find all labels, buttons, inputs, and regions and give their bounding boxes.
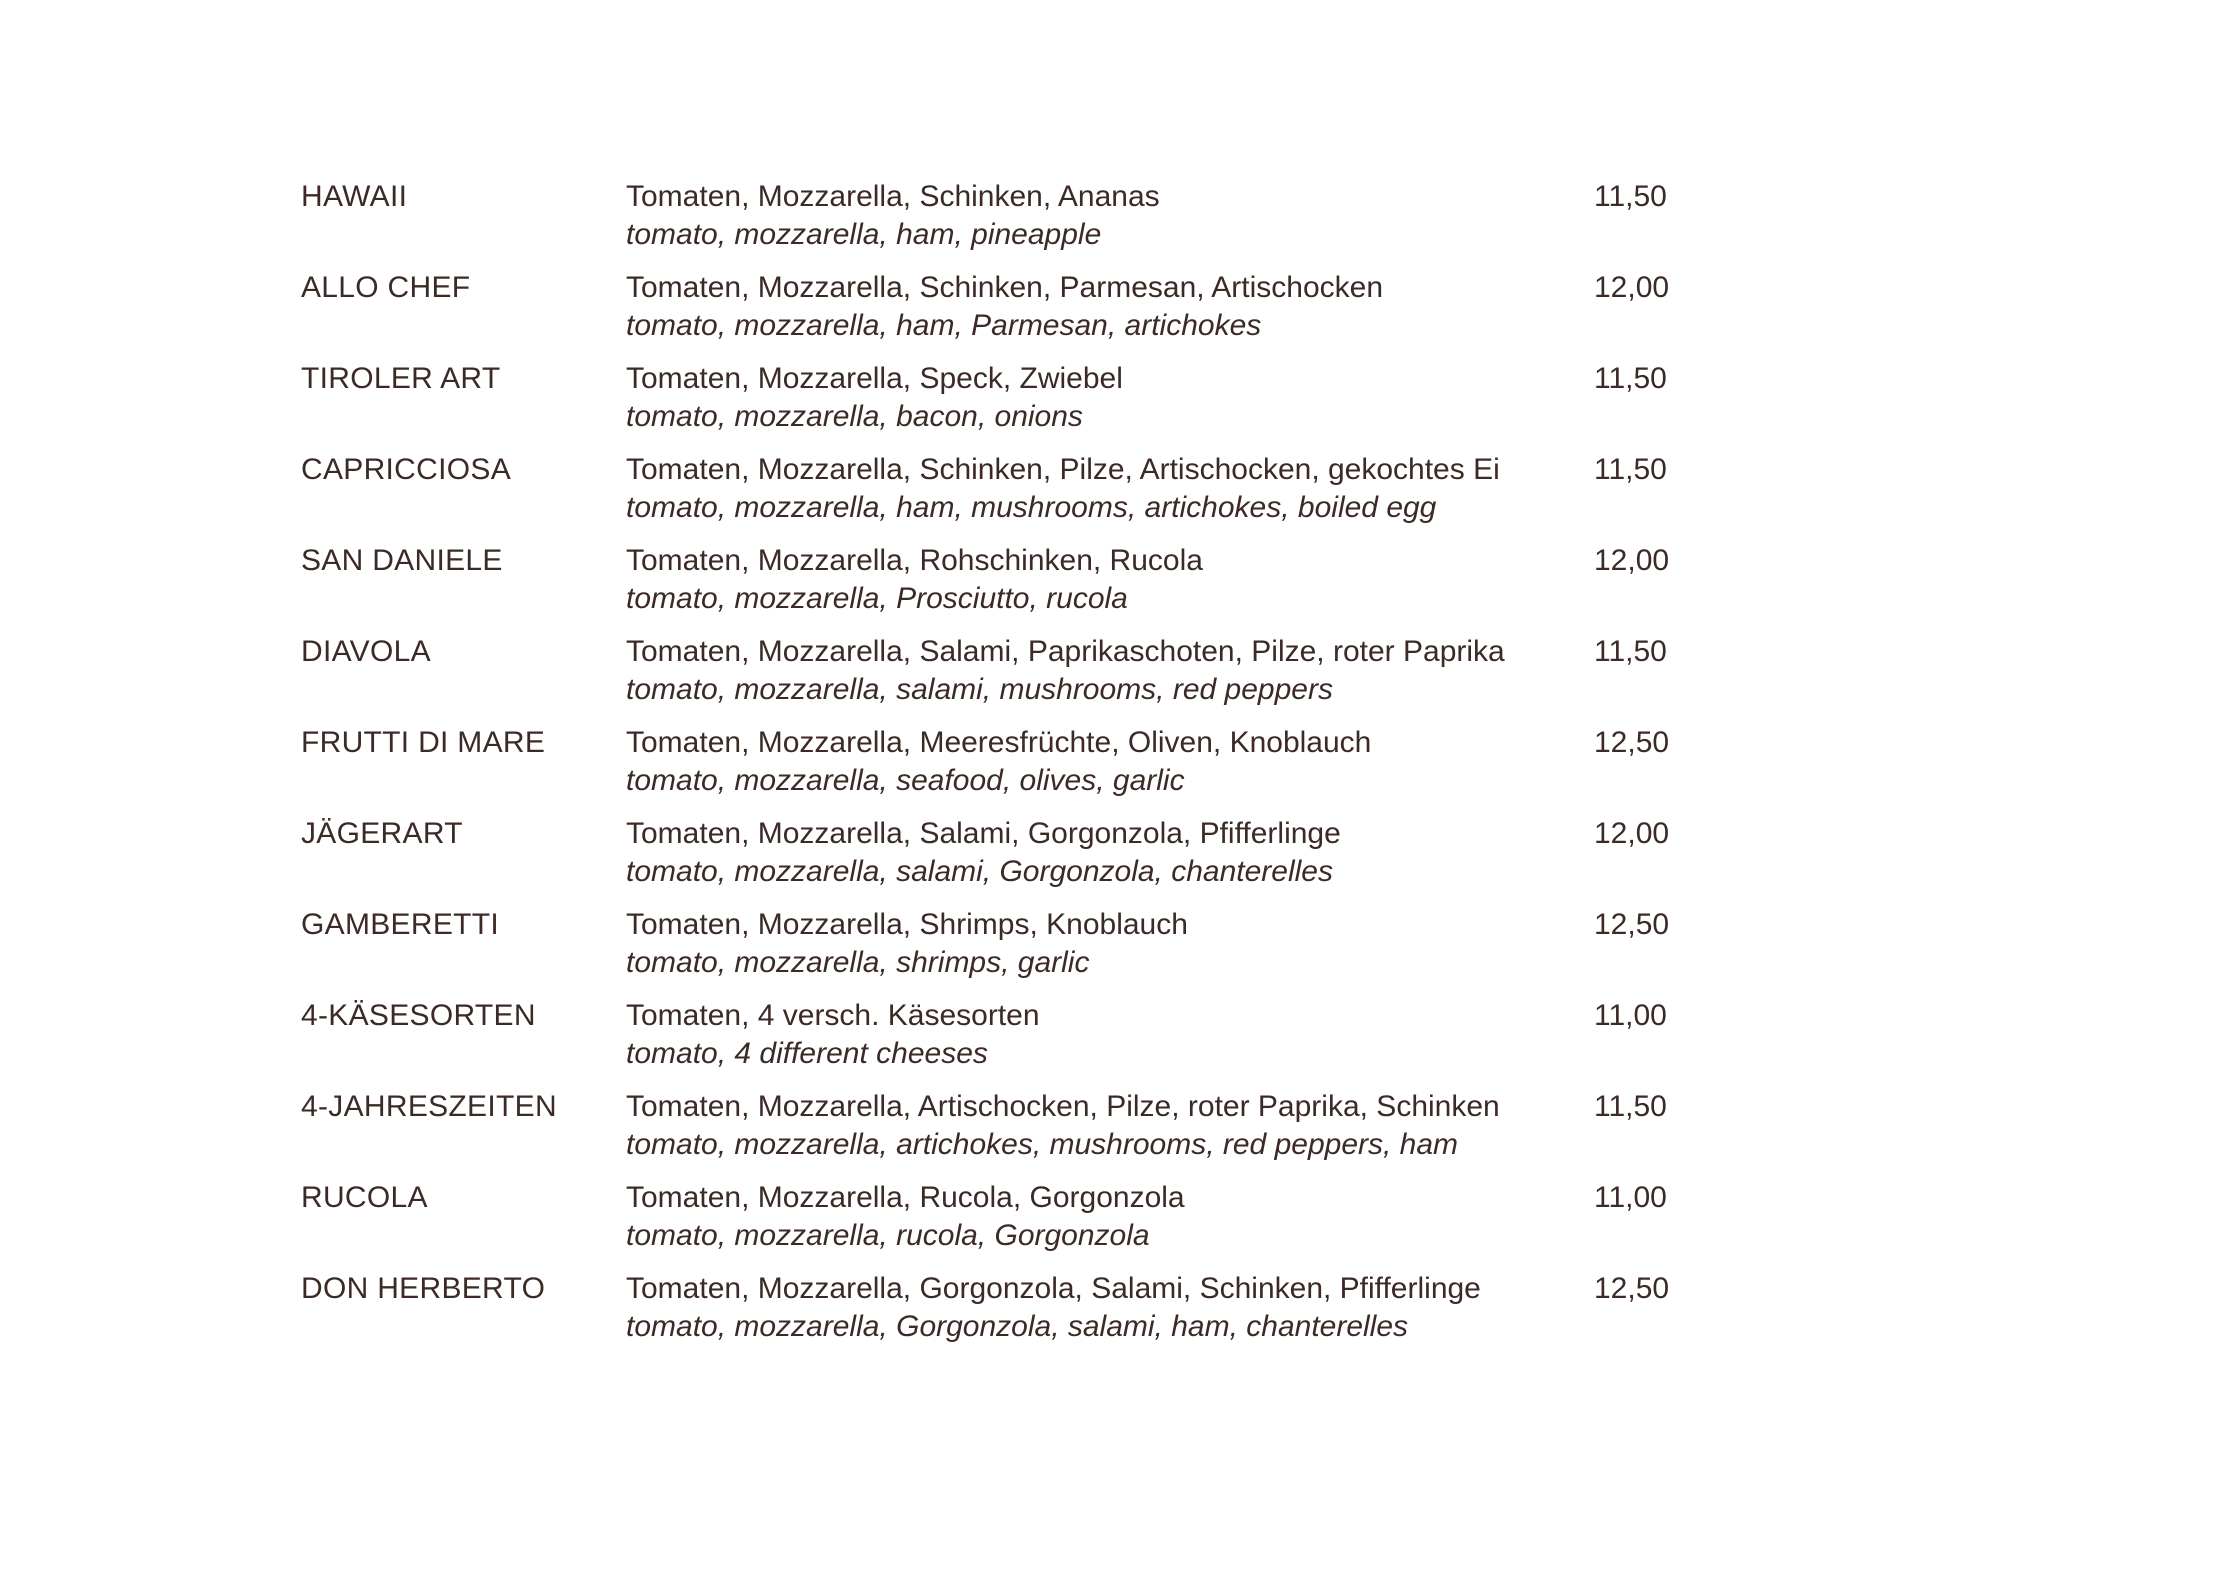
item-name: SAN DANIELE xyxy=(301,544,503,577)
item-ingredients-german: Tomaten, Mozzarella, Salami, Gorgonzola, Pfifferlinge xyxy=(626,817,1341,850)
item-ingredients-german: Tomaten, Mozzarella, Schinken, Parmesan, Artischocken xyxy=(626,271,1384,304)
item-ingredients-german: Tomaten, Mozzarella, Meeresfrüchte, Oliven, Knoblauch xyxy=(626,726,1372,759)
item-description xyxy=(626,178,1160,254)
item-ingredients-english: tomato, mozzarella, ham, Parmesan, artichokes xyxy=(626,309,1262,342)
item-name: ALLO CHEF xyxy=(301,271,471,304)
item-description xyxy=(626,360,1123,436)
item-ingredients-german: Tomaten, 4 versch. Käsesorten xyxy=(626,999,1040,1032)
menu-item-gamberetti xyxy=(301,906,1701,997)
item-name: TIROLER ART xyxy=(301,362,501,395)
item-ingredients-english: tomato, mozzarella, Prosciutto, rucola xyxy=(626,582,1128,615)
item-name: GAMBERETTI xyxy=(301,908,500,941)
item-ingredients-german: Tomaten, Mozzarella, Rohschinken, Rucola xyxy=(626,544,1203,577)
item-ingredients-english: tomato, 4 different cheeses xyxy=(626,1037,988,1070)
item-price: 12,00 xyxy=(1594,271,1670,304)
item-price: 12,50 xyxy=(1594,908,1670,941)
item-description xyxy=(626,451,1500,527)
item-price: 11,50 xyxy=(1594,362,1667,395)
item-description xyxy=(626,724,1371,800)
menu-item-4-kaesesorten xyxy=(301,997,1701,1088)
item-ingredients-english: tomato, mozzarella, artichokes, mushrooms, red peppers, ham xyxy=(626,1128,1459,1161)
item-ingredients-german: Tomaten, Mozzarella, Salami, Paprikaschoten, Pilze, roter Paprika xyxy=(626,635,1505,668)
item-description xyxy=(626,906,1188,982)
menu-item-san-daniele xyxy=(301,542,1701,633)
item-description xyxy=(626,633,1505,709)
item-price: 11,50 xyxy=(1594,453,1667,486)
item-price: 11,50 xyxy=(1594,635,1667,668)
menu-item-rucola xyxy=(301,1179,1701,1270)
item-price: 12,50 xyxy=(1594,726,1670,759)
item-ingredients-english: tomato, mozzarella, rucola, Gorgonzola xyxy=(626,1219,1150,1252)
item-description xyxy=(626,1270,1481,1346)
item-ingredients-english: tomato, mozzarella, salami, mushrooms, red peppers xyxy=(626,673,1333,706)
item-ingredients-german: Tomaten, Mozzarella, Artischocken, Pilze, roter Paprika, Schinken xyxy=(626,1090,1500,1123)
item-price: 11,50 xyxy=(1594,1090,1667,1123)
item-ingredients-english: tomato, mozzarella, salami, Gorgonzola, chanterelles xyxy=(626,855,1333,888)
item-ingredients-german: Tomaten, Mozzarella, Schinken, Pilze, Artischocken, gekochtes Ei xyxy=(626,453,1500,486)
item-ingredients-german: Tomaten, Mozzarella, Rucola, Gorgonzola xyxy=(626,1181,1185,1214)
menu-item-don-herberto xyxy=(301,1270,1701,1361)
item-description xyxy=(626,269,1383,345)
item-ingredients-english: tomato, mozzarella, Gorgonzola, salami, ham, chanterelles xyxy=(626,1310,1409,1343)
menu-item-diavola xyxy=(301,633,1701,724)
item-description xyxy=(626,1179,1185,1255)
item-description xyxy=(626,815,1341,891)
item-price: 12,00 xyxy=(1594,544,1670,577)
item-name: 4-KÄSESORTEN xyxy=(301,999,536,1032)
item-price: 12,00 xyxy=(1594,817,1670,850)
item-name: DON HERBERTO xyxy=(301,1272,546,1305)
item-description xyxy=(626,997,1040,1073)
item-ingredients-english: tomato, mozzarella, ham, pineapple xyxy=(626,218,1102,251)
item-price: 11,00 xyxy=(1594,999,1667,1032)
item-name: CAPRICCIOSA xyxy=(301,453,512,486)
menu-item-capricciosa xyxy=(301,451,1701,542)
menu-item-4-jahreszeiten xyxy=(301,1088,1701,1179)
item-ingredients-english: tomato, mozzarella, ham, mushrooms, artichokes, boiled egg xyxy=(626,491,1437,524)
item-name: JÄGERART xyxy=(301,817,463,850)
item-name: DIAVOLA xyxy=(301,635,431,668)
menu-item-hawaii xyxy=(301,178,1701,269)
item-ingredients-german: Tomaten, Mozzarella, Schinken, Ananas xyxy=(626,180,1160,213)
item-name: 4-JAHRESZEITEN xyxy=(301,1090,557,1123)
menu-item-jaegerart xyxy=(301,815,1701,906)
item-price: 11,50 xyxy=(1594,180,1667,213)
item-name: RUCOLA xyxy=(301,1181,428,1214)
item-description xyxy=(626,542,1203,618)
item-ingredients-english: tomato, mozzarella, bacon, onions xyxy=(626,400,1083,433)
pizza-menu xyxy=(301,178,1701,1361)
item-description xyxy=(626,1088,1500,1164)
item-price: 11,00 xyxy=(1594,1181,1667,1214)
item-ingredients-german: Tomaten, Mozzarella, Speck, Zwiebel xyxy=(626,362,1123,395)
item-ingredients-english: tomato, mozzarella, shrimps, garlic xyxy=(626,946,1090,979)
menu-item-allo-chef xyxy=(301,269,1701,360)
menu-item-frutti-di-mare xyxy=(301,724,1701,815)
menu-item-tiroler-art xyxy=(301,360,1701,451)
item-price: 12,50 xyxy=(1594,1272,1670,1305)
item-ingredients-german: Tomaten, Mozzarella, Shrimps, Knoblauch xyxy=(626,908,1188,941)
item-ingredients-german: Tomaten, Mozzarella, Gorgonzola, Salami, Schinken, Pfifferlinge xyxy=(626,1272,1481,1305)
item-name: HAWAII xyxy=(301,180,408,213)
item-ingredients-english: tomato, mozzarella, seafood, olives, garlic xyxy=(626,764,1185,797)
item-name: FRUTTI DI MARE xyxy=(301,726,546,759)
